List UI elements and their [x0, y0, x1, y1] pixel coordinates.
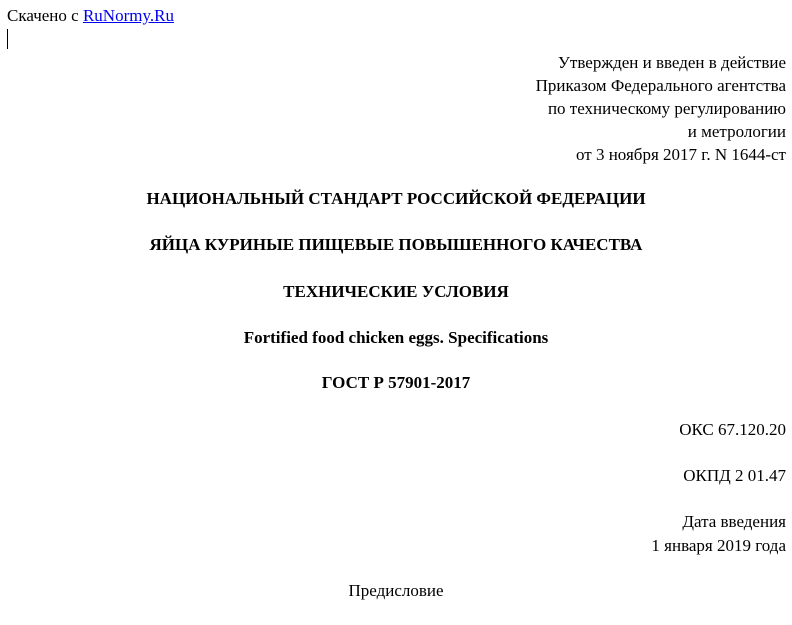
source-link[interactable]: RuNormy.Ru — [82, 6, 174, 25]
standard-heading: НАЦИОНАЛЬНЫЙ СТАНДАРТ РОССИЙСКОЙ ФЕДЕРАЦИИ — [146, 189, 646, 208]
text-cursor — [7, 29, 8, 49]
preface-heading: Предисловие — [348, 581, 444, 600]
approval-line: и метрологии — [687, 122, 786, 141]
standard-number: ГОСТ Р 57901-2017 — [321, 373, 471, 392]
approval-line: от 3 ноября 2017 г. N 1644-ст — [576, 145, 786, 164]
intro-date-label: Дата введения — [682, 512, 786, 531]
document-title: ЯЙЦА КУРИНЫЕ ПИЩЕВЫЕ ПОВЫШЕННОГО КАЧЕСТВА — [149, 235, 643, 254]
approval-block — [536, 51, 786, 166]
source-prefix: Скачено с — [7, 6, 79, 25]
approval-line: по техническому регулированию — [547, 99, 786, 118]
approval-line: Утвержден и введен в действие — [557, 53, 786, 72]
source-line — [7, 6, 174, 26]
intro-date-value: 1 января 2019 года — [651, 536, 786, 555]
document-subtitle: ТЕХНИЧЕСКИЕ УСЛОВИЯ — [283, 282, 509, 301]
english-title: Fortified food chicken eggs. Specifications — [243, 328, 549, 347]
approval-line: Приказом Федерального агентства — [535, 76, 786, 95]
oks-code: ОКС 67.120.20 — [679, 420, 786, 439]
okpd-code: ОКПД 2 01.47 — [683, 466, 786, 485]
